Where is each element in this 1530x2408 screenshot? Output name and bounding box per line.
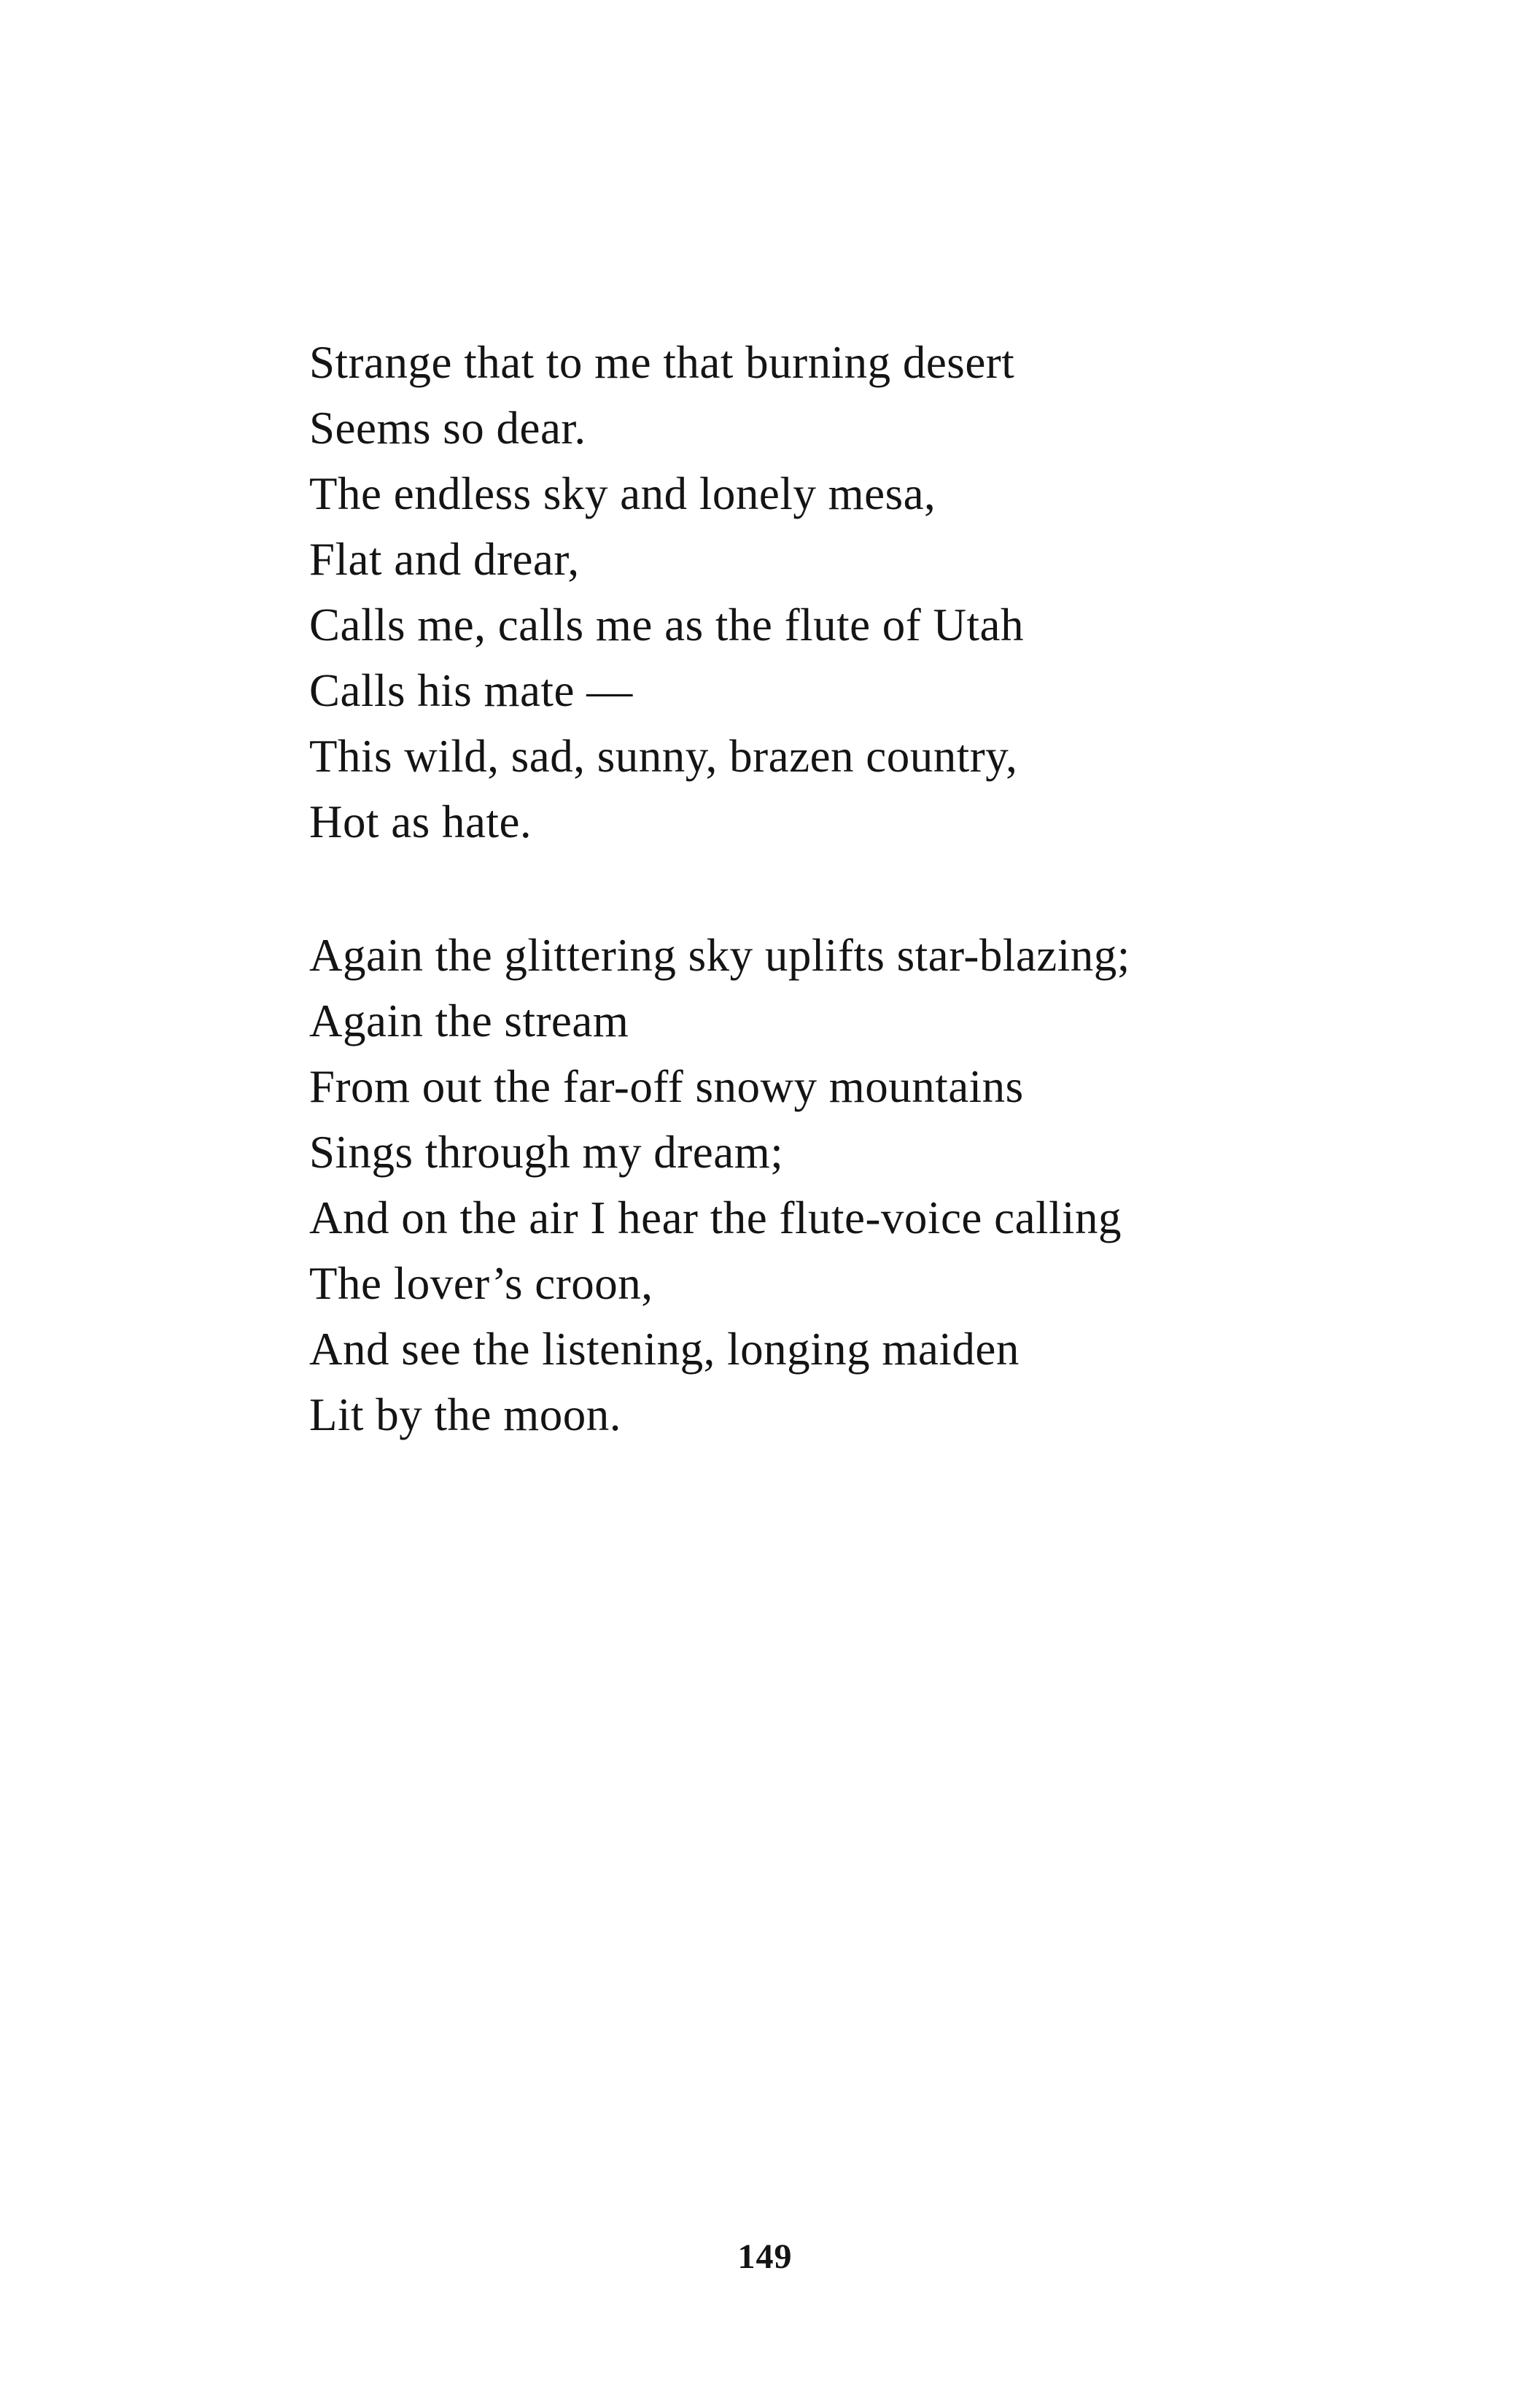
stanza-1 <box>309 330 1476 855</box>
poem-line: And see the listening, longing maiden <box>309 1324 1020 1375</box>
poem-line: The lover’s croon, <box>309 1258 653 1309</box>
poem-line: This wild, sad, sunny, brazen country, <box>309 731 1018 782</box>
poem-line: Calls his mate — <box>309 665 633 716</box>
poem-line: Again the stream <box>309 995 629 1046</box>
poem-line: The endless sky and lonely mesa, <box>309 468 936 519</box>
stanza-2 <box>309 923 1476 1448</box>
page-number: 149 <box>737 2237 793 2276</box>
poem-line: And on the air I hear the flute-voice calling <box>309 1192 1122 1243</box>
poem-line: Flat and drear, <box>309 534 580 585</box>
poem-line: Hot as hate. <box>309 796 532 847</box>
poem-line: Calls me, calls me as the flute of Utah <box>309 599 1024 650</box>
poem-line: Sings through my dream; <box>309 1127 784 1178</box>
poem-line: Seems so dear. <box>309 403 586 454</box>
poem-line: Again the glittering sky uplifts star-blazing; <box>309 930 1130 981</box>
poem-line: Lit by the moon. <box>309 1389 621 1440</box>
poem-line: From out the far-off snowy mountains <box>309 1061 1024 1112</box>
poem-line: Strange that to me that burning desert <box>309 337 1015 388</box>
